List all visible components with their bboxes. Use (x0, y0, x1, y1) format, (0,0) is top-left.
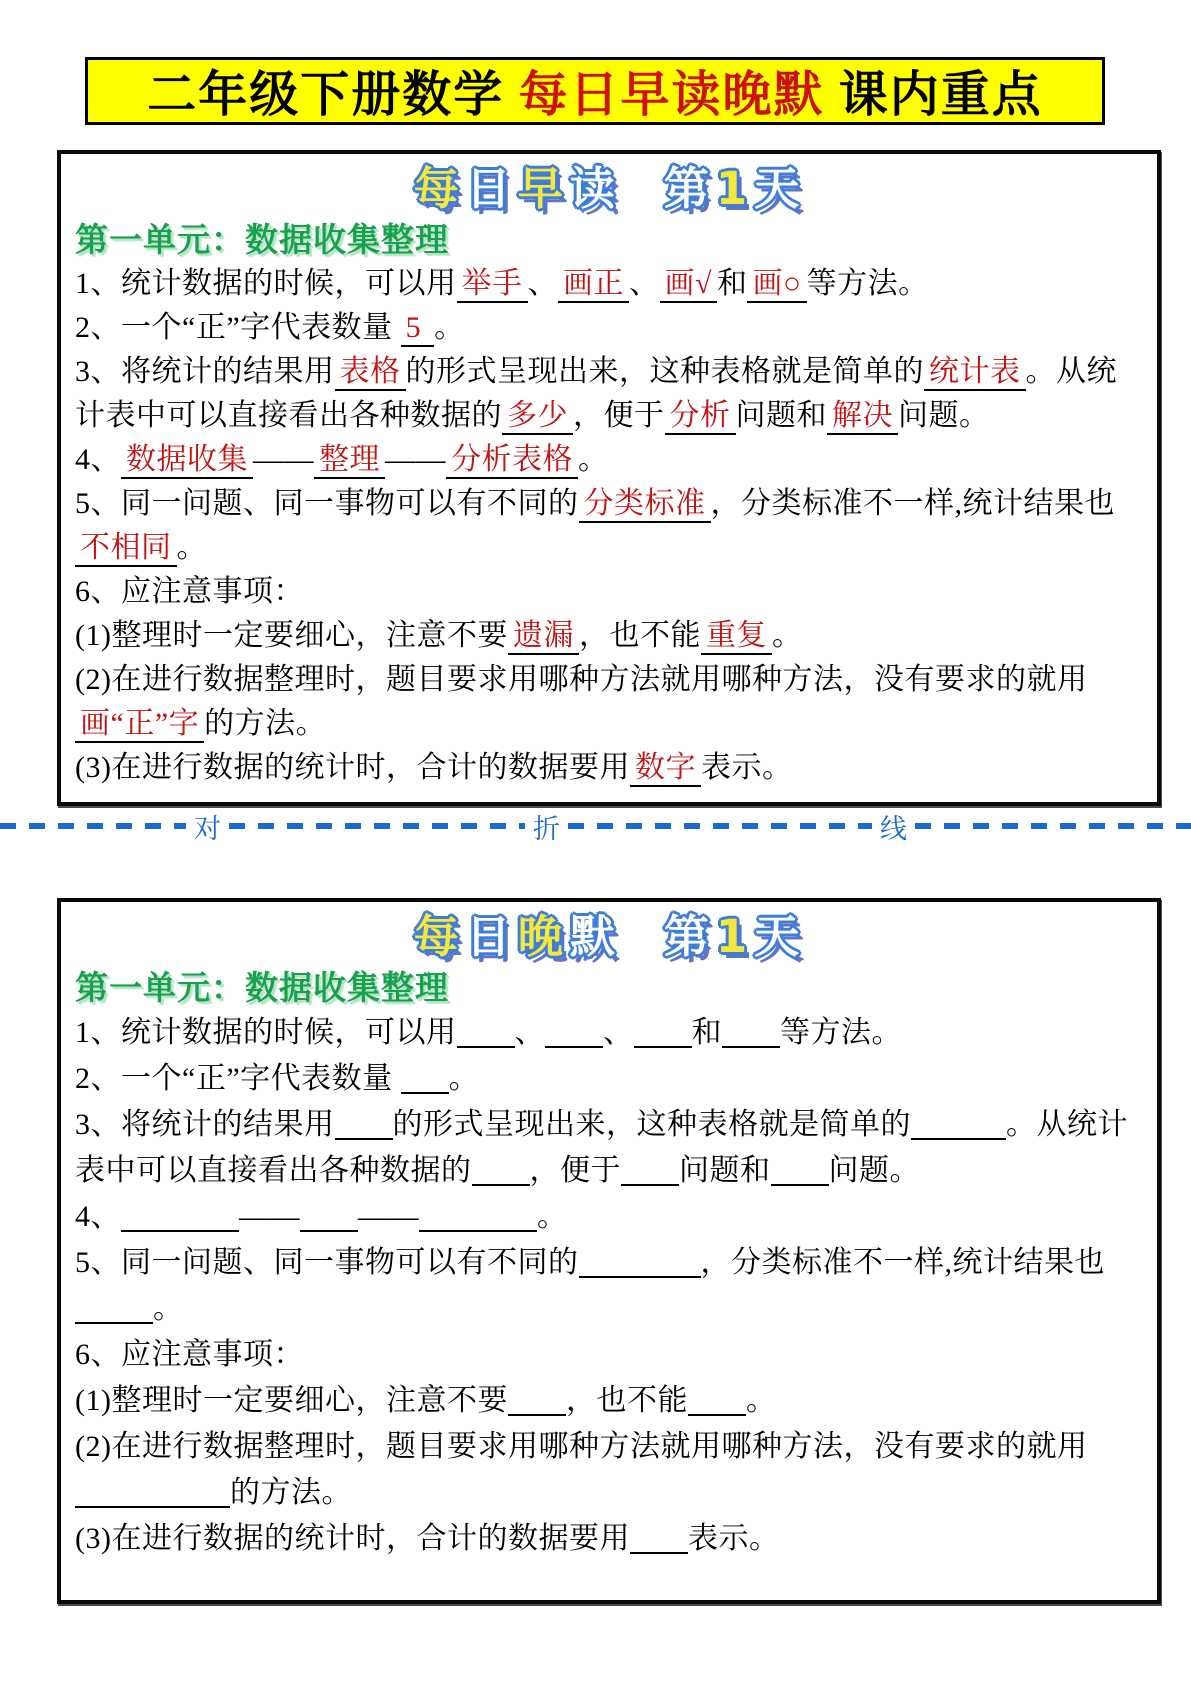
text-line (75, 746, 1143, 790)
plain-text: ，也不能 (578, 619, 701, 652)
text-line (75, 570, 1143, 614)
page-banner (85, 57, 1105, 125)
blank-field (508, 1388, 566, 1416)
text-line (75, 1056, 1143, 1102)
plain-text: 5、同一问题、同一事物可以有不同的 (75, 1246, 579, 1279)
text-line (75, 482, 1143, 570)
plain-text: 的方法。 (230, 1476, 352, 1509)
plain-text: (2)在进行数据整理时，题目要求用哪种方法就用哪种方法，没有要求的就用 (75, 663, 1088, 696)
fold-label-dui: 对 (194, 813, 221, 844)
blank-field (630, 1526, 688, 1554)
blank-field (457, 1020, 515, 1048)
plain-text: 的形式呈现出来，这种表格就是简单的 (405, 355, 924, 388)
title-char: 读 (569, 162, 620, 215)
text-line (75, 614, 1143, 658)
blank-field (688, 1388, 746, 1416)
plain-text: 。 (771, 619, 803, 652)
blank-field (401, 1066, 449, 1094)
blank-field (579, 1250, 701, 1278)
answer-text: 画√ (660, 267, 717, 303)
plain-text: 。从统计表中可以直接看出各种数据的 (75, 1108, 1128, 1187)
answer-text: 数字 (630, 751, 701, 787)
blank-field (472, 1158, 530, 1186)
title-char: 默 (569, 910, 620, 963)
fold-dash-segment (915, 823, 1191, 829)
text-line (75, 1424, 1143, 1516)
plain-text: 。 (176, 531, 207, 564)
plain-text: 1、统计数据的时候，可以用 (75, 1016, 457, 1049)
text-line (75, 658, 1143, 746)
plain-text: 1、统计数据的时候，可以用 (75, 267, 457, 300)
plain-text: ，便于 (573, 399, 665, 432)
plain-text: 和 (691, 1016, 722, 1049)
banner-text-segment: 每日早读晚默 (518, 67, 825, 122)
blank-field (335, 1112, 393, 1140)
plain-text: 。 (578, 443, 609, 476)
answer-text: 遗漏 (508, 619, 579, 655)
text-line (75, 1240, 1143, 1332)
plain-text: ，也不能 (565, 1384, 688, 1417)
blank-field (75, 1296, 153, 1324)
answer-text: 重复 (701, 619, 772, 655)
text-line (75, 350, 1143, 438)
plain-text: 4、 (75, 1200, 121, 1233)
plain-text: 问题和 (679, 1154, 771, 1187)
text-line (75, 1010, 1143, 1056)
text-line (75, 1516, 1143, 1562)
plain-text: (3)在进行数据的统计时，合计的数据要用 (75, 1522, 630, 1555)
answer-text: 画正 (558, 267, 629, 303)
text-line (75, 438, 1143, 482)
plain-text: 。 (537, 1200, 568, 1233)
title-char: 天 (754, 910, 805, 963)
plain-text: —— (385, 443, 446, 476)
text-line (75, 262, 1143, 306)
plain-text: 。 (745, 1384, 777, 1417)
answer-text: 多少 (502, 399, 573, 435)
blank-field (75, 1480, 230, 1508)
answer-text: 画“正”字 (75, 707, 204, 743)
answer-text: 画○ (747, 267, 806, 303)
plain-text: 问题。 (828, 1154, 920, 1187)
plain-text: 的方法。 (204, 707, 327, 740)
plain-text: 问题。 (898, 399, 990, 432)
answer-text: 分类标准 (579, 487, 711, 523)
blank-field (634, 1020, 692, 1048)
title-char: 第 (663, 162, 714, 215)
answer-text: 整理 (314, 443, 385, 479)
plain-text: 4、 (75, 443, 121, 476)
fold-line (0, 806, 1191, 846)
evening-dictation-section (57, 898, 1161, 1604)
title-char: 日 (465, 162, 516, 215)
answer-text: 表格 (335, 355, 406, 391)
title-char: 早 (517, 162, 568, 215)
text-line (75, 1102, 1143, 1194)
text-line (75, 1194, 1143, 1240)
title-char: 第 (663, 910, 714, 963)
plain-text: 、 (527, 267, 558, 300)
plain-text: 3、将统计的结果用 (75, 1108, 335, 1141)
plain-text: (2)在进行数据整理时，题目要求用哪种方法就用哪种方法，没有要求的就用 (75, 1430, 1088, 1463)
plain-text: ，便于 (529, 1154, 621, 1187)
plain-text: 2、一个“正”字代表数量 (75, 311, 401, 344)
answer-text: 统计表 (924, 355, 1026, 391)
fold-dash-segment (568, 823, 872, 829)
plain-text: 表示。 (700, 751, 793, 784)
plain-text: (3)在进行数据的统计时，合计的数据要用 (75, 751, 630, 784)
plain-text: 、 (514, 1016, 545, 1049)
plain-text: 2、一个“正”字代表数量 (75, 1062, 401, 1095)
plain-text: 、 (629, 267, 660, 300)
morning-reading-section (57, 150, 1161, 806)
answer-text: 分析表格 (446, 443, 578, 479)
title-char: 每 (413, 910, 464, 963)
title-char: 每 (413, 162, 464, 215)
text-line (75, 1378, 1143, 1424)
plain-text: (1)整理时一定要细心，注意不要 (75, 1384, 508, 1417)
banner-title (147, 56, 1043, 126)
plain-text: —— (358, 1200, 419, 1233)
plain-text: 。 (153, 1292, 184, 1325)
blank-field (300, 1204, 358, 1232)
plain-text: 6、应注意事项： (75, 575, 304, 608)
plain-text: ，分类标准不一样,统计结果也 (710, 487, 1115, 520)
blank-field (621, 1158, 679, 1186)
blank-field (911, 1112, 1006, 1140)
plain-text: 3、将统计的结果用 (75, 355, 335, 388)
text-line (75, 1332, 1143, 1378)
answer-text: 不相同 (75, 531, 177, 567)
blank-field (419, 1204, 537, 1232)
plain-text: 。 (434, 311, 465, 344)
fold-dash-segment (0, 823, 186, 829)
plain-text: 的形式呈现出来，这种表格就是简单的 (392, 1108, 911, 1141)
answer-text: 解决 (827, 399, 898, 435)
title-char: 日 (465, 910, 516, 963)
plain-text: 5、同一问题、同一事物可以有不同的 (75, 487, 579, 520)
blank-field (545, 1020, 603, 1048)
plain-text: 6、应注意事项： (75, 1338, 304, 1371)
morning-lines (75, 262, 1143, 790)
banner-text-segment: 二年级下册数学 (147, 67, 519, 122)
evening-title (75, 908, 1143, 966)
plain-text: —— (253, 443, 314, 476)
title-char: 天 (754, 162, 805, 215)
plain-text: 。从统计表中可以直接看出各种数据的 (75, 355, 1117, 432)
title-char: 1 (715, 162, 753, 215)
plain-text: (1)整理时一定要细心，注意不要 (75, 619, 508, 652)
blank-field (771, 1158, 829, 1186)
morning-title (75, 160, 1143, 218)
fold-dash-segment (229, 823, 525, 829)
fold-label-xian: 线 (880, 813, 907, 844)
plain-text: 、 (603, 1016, 634, 1049)
title-char: 1 (715, 910, 753, 963)
answer-text: 分析 (665, 399, 736, 435)
evening-unit-heading: 第一单元：数据收集整理 (75, 968, 449, 1007)
plain-text: 。 (448, 1062, 480, 1095)
morning-unit-heading: 第一单元：数据收集整理 (75, 220, 449, 259)
banner-text-segment: 课内重点 (824, 67, 1043, 122)
answer-text: 5 (401, 311, 435, 347)
plain-text: 和 (716, 267, 748, 300)
plain-text: 等方法。 (780, 1016, 902, 1049)
plain-text: 表示。 (687, 1522, 780, 1555)
plain-text: 等方法。 (806, 267, 929, 300)
fold-label-zhe: 折 (533, 813, 560, 844)
plain-text: ，分类标准不一样,统计结果也 (700, 1246, 1105, 1279)
answer-text: 数据收集 (121, 443, 253, 479)
title-char: 晚 (517, 910, 568, 963)
text-line (75, 306, 1143, 350)
plain-text: —— (239, 1200, 300, 1233)
blank-field (121, 1204, 239, 1232)
answer-text: 举手 (457, 267, 528, 303)
blank-field (722, 1020, 780, 1048)
evening-lines (75, 1010, 1143, 1562)
plain-text: 问题和 (735, 399, 827, 432)
